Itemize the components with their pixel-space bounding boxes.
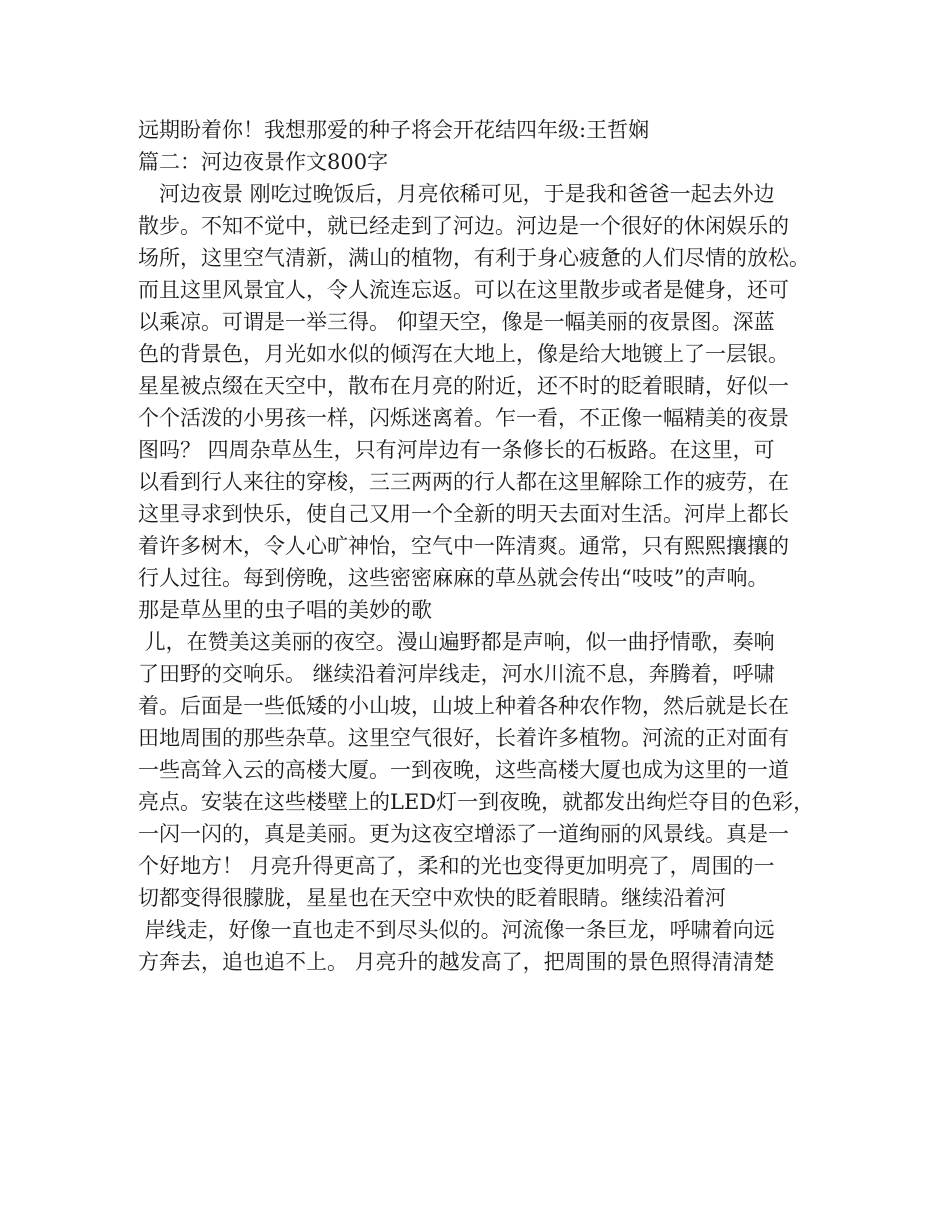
text-line: 场所，这里空气清新，满山的植物，有利于身心疲惫的人们尽情的放松。 xyxy=(138,246,810,270)
text-line: 行人过往。每到傍晚，这些密密麻麻的草丛就会传出“吱吱”的声响。 xyxy=(138,566,769,590)
text-line: 河边夜景 刚吃过晚饭后，月亮依稀可见，于是我和爸爸一起去外边 xyxy=(138,182,775,206)
text-line: 散步。不知不觉中，就已经走到了河边。河边是一个很好的休闲娱乐的 xyxy=(138,214,789,238)
text-line: 切都变得很朦胧，星星也在天空中欢快的眨着眼睛。继续沿着河 xyxy=(138,886,726,910)
text-line: 着。后面是一些低矮的小山坡，山坡上种着各种农作物，然后就是长在 xyxy=(138,694,789,718)
text-line: 这里寻求到快乐，使自己又用一个全新的明天去面对生活。河岸上都长 xyxy=(138,502,789,526)
text-line: 亮点。安装在这些楼壁上的LED灯一到夜晚，就都发出绚烂夺目的色彩， xyxy=(138,790,815,814)
text-line: 以乘凉。可谓是一举三得。 仰望天空，像是一幅美丽的夜景图。深蓝 xyxy=(138,310,775,334)
text-line: 色的背景色，月光如水似的倾泻在大地上，像是给大地镀上了一层银。 xyxy=(138,342,789,366)
essay-title: 篇二：河边夜景作文800字 xyxy=(138,150,389,174)
text-line: 着许多树木，令人心旷神怡，空气中一阵清爽。通常，只有熙熙攘攘的 xyxy=(138,534,789,558)
text-line: 儿，在赞美这美丽的夜空。漫山遍野都是声响，似一曲抒情歌，奏响 xyxy=(138,630,775,654)
text-line: 而且这里风景宜人，令人流连忘返。可以在这里散步或者是健身，还可 xyxy=(138,278,789,302)
text-line: 以看到行人来往的穿梭，三三两两的行人都在这里解除工作的疲劳，在 xyxy=(138,470,789,494)
text-line: 星星被点缀在天空中，散布在月亮的附近，还不时的眨着眼睛，好似一 xyxy=(138,374,789,398)
text-line: 了田野的交响乐。 继续沿着河岸线走，河水川流不息，奔腾着，呼啸 xyxy=(138,662,775,686)
text-line: 岸线走，好像一直也走不到尽头似的。河流像一条巨龙，呼啸着向远 xyxy=(138,918,775,942)
text-line: 一些高耸入云的高楼大厦。一到夜晚，这些高楼大厦也成为这里的一道 xyxy=(138,758,789,782)
text-line: 那是草丛里的虫子唱的美妙的歌 xyxy=(138,598,432,622)
essay-text xyxy=(138,114,828,978)
text-line: 田地周围的那些杂草。这里空气很好，长着许多植物。河流的正对面有 xyxy=(138,726,789,750)
text-line: 一闪一闪的，真是美丽。更为这夜空增添了一道绚丽的风景线。真是一 xyxy=(138,822,789,846)
text-line: 方奔去，追也追不上。 月亮升的越发高了，把周围的景色照得清清楚 xyxy=(138,950,775,974)
text-line: 个好地方！ 月亮升得更高了，柔和的光也变得更加明亮了，周围的一 xyxy=(138,854,775,878)
text-line: 远期盼着你！我想那爱的种子将会开花结四年级:王哲娴 xyxy=(138,118,650,142)
text-line: 图吗？ 四周杂草丛生，只有河岸边有一条修长的石板路。在这里，可 xyxy=(138,438,775,462)
text-line: 个个活泼的小男孩一样，闪烁迷离着。乍一看，不正像一幅精美的夜景 xyxy=(138,406,789,430)
